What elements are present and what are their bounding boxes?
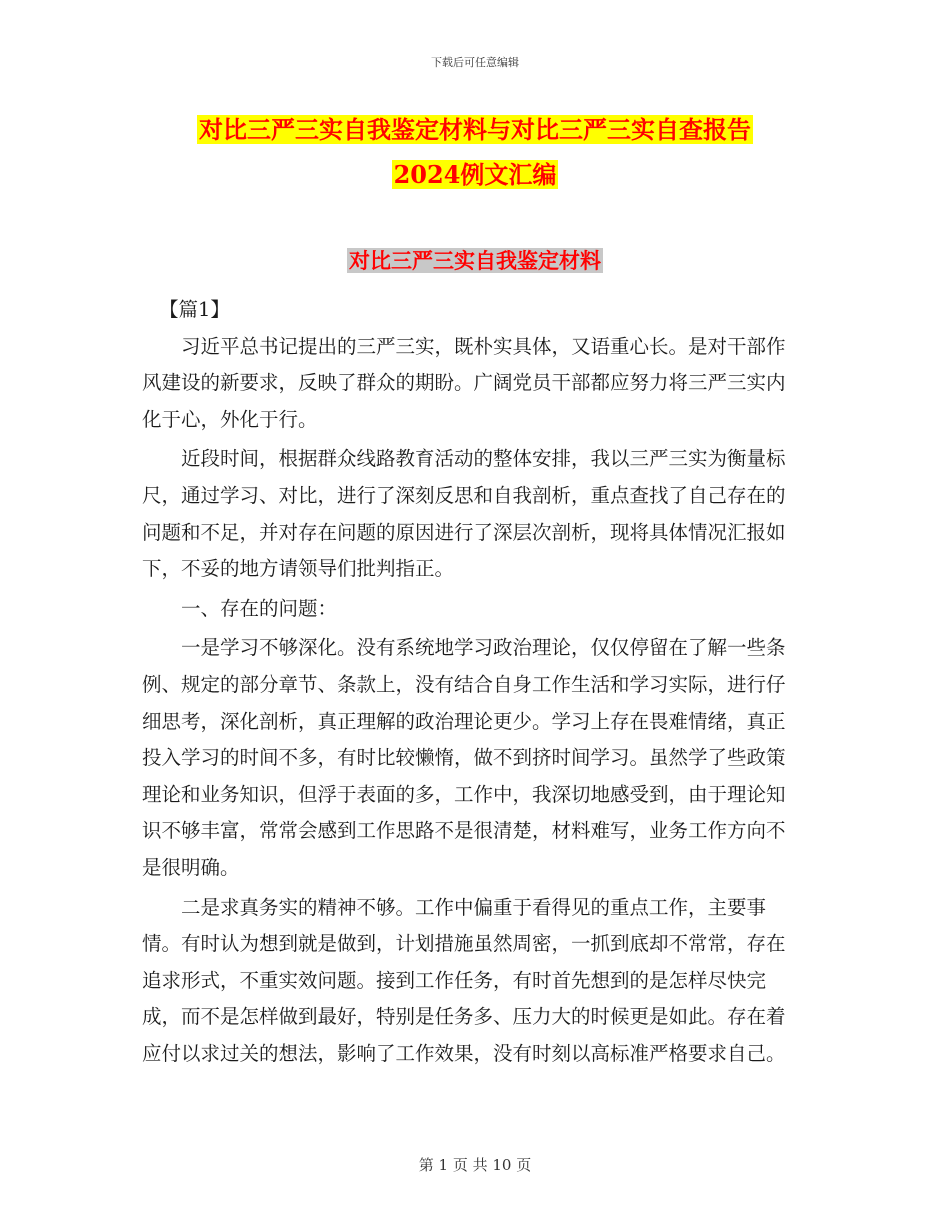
document-body bbox=[142, 292, 802, 1072]
document-title-text-1: 对比三严三实自我鉴定材料与对比三严三实自查报告 bbox=[199, 115, 751, 144]
body-paragraph: 近段时间，根据群众线路教育活动的整体安排，我以三严三实为衡量标尺，通过学习、对比，进行了深刻反思和自我剖析，重点查找了自己存在的问题和不足，并对存在问题的原因进行了深层次剖析，现将具体情况汇报如下，不妥的地方请领导们批判指正。 bbox=[142, 447, 786, 581]
body-paragraph: 一是学习不够深化。没有系统地学习政治理论，仅仅停留在了解一些条例、规定的部分章节、条款上，没有结合自身工作生活和学习实际，进行仔细思考，深化剖析，真正理解的政治理论更少。学习上存在畏难情绪，真正投入学习的时间不多，有时比较懒惰，做不到挤时间学习。虽然学了些政策理论和业务知识，但浮于表面的多，工作中，我深切地感受到，由于理论知识不够丰富，常常会感到工作思路不是很清楚，材料难写，业务工作方向不是很明确。 bbox=[142, 636, 786, 879]
body-paragraph: 二是求真务实的精神不够。工作中偏重于看得见的重点工作，主要事情。有时认为想到就是做到，计划措施虽然周密，一抓到底却不常常，存在追求形式，不重实效问题。接到工作任务，有时首先想到的是怎样尽快完成，而不是怎样做到最好，特别是任务多、压力大的时候更是如此。存在着应付以求过关的想法，影响了工作效果，没有时刻以高标准严格要求自己。 bbox=[142, 895, 786, 1065]
body-paragraph: 习近平总书记提出的三严三实，既朴实具体，又语重心长。是对干部作风建设的新要求，反映了群众的期盼。广阔党员干部都应努力将三严三实内化于心，外化于行。 bbox=[142, 334, 786, 431]
chapter-label: 【篇1】 bbox=[159, 298, 230, 321]
page-header-note: 下载后可任意编辑 bbox=[431, 56, 519, 69]
section-title bbox=[0, 247, 950, 275]
document-title-line-1 bbox=[0, 115, 950, 145]
body-paragraph: 一、存在的问题： bbox=[181, 596, 338, 620]
page-number: 第 1 页 共 10 页 bbox=[418, 1156, 532, 1174]
section-title-text: 对比三严三实自我鉴定材料 bbox=[349, 248, 601, 273]
document-title-text-2: 2024例文汇编 bbox=[393, 160, 557, 189]
document-title-line-2 bbox=[0, 160, 950, 190]
